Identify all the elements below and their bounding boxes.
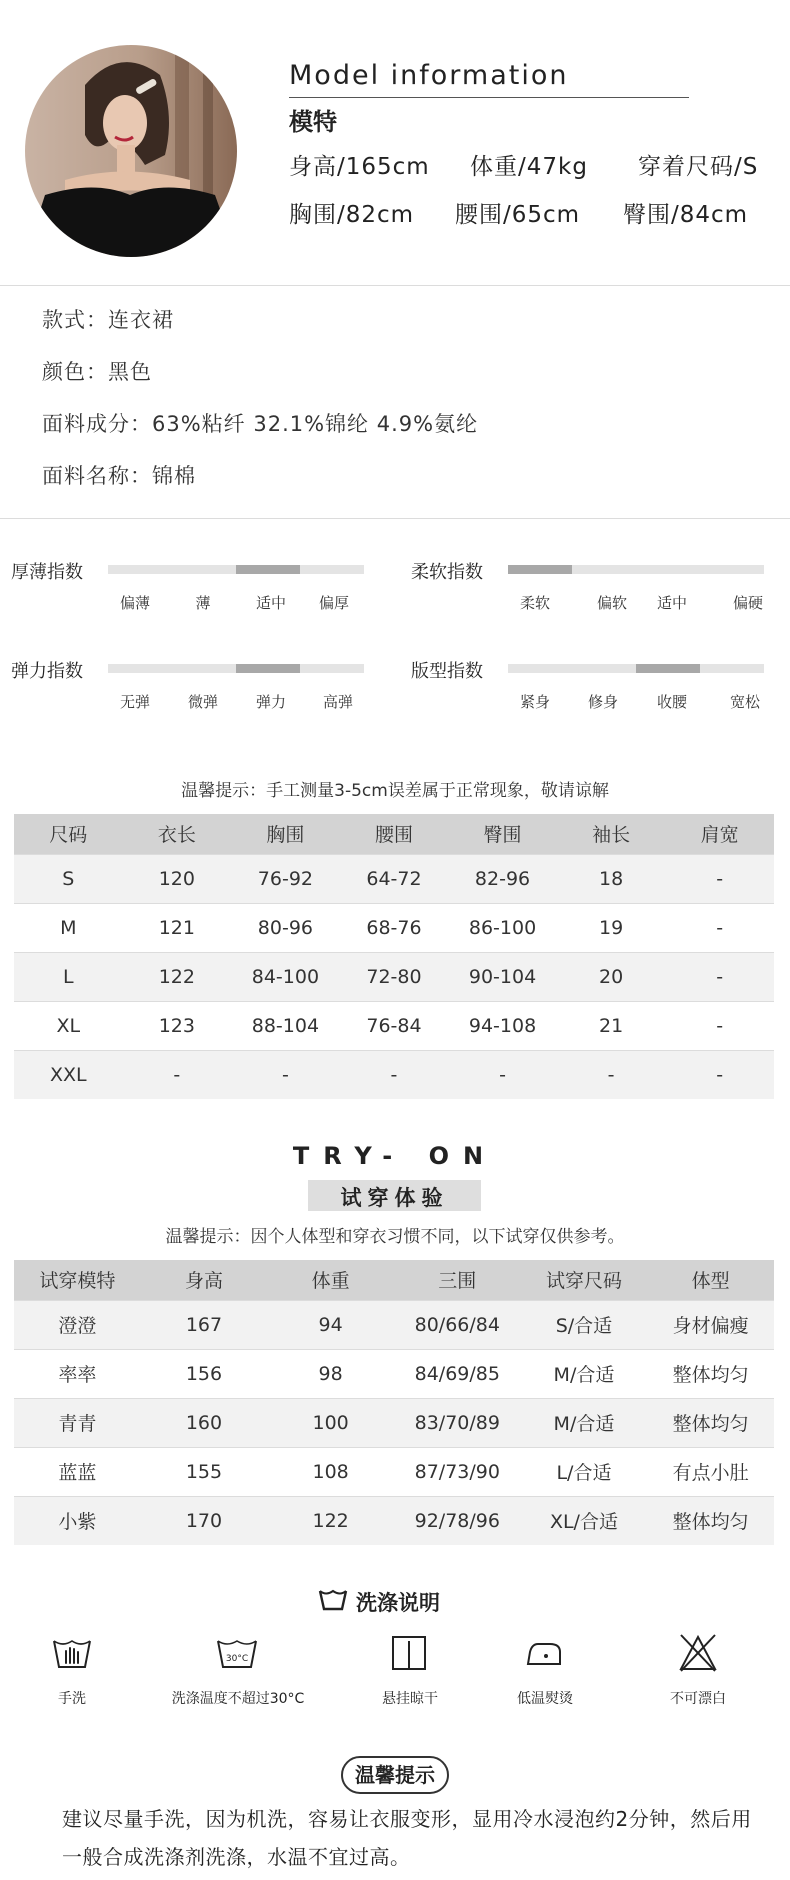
fit-option: 紧身	[519, 693, 551, 711]
model-weight: 体重/47kg	[470, 154, 588, 180]
table-cell: -	[665, 952, 774, 1001]
table-cell: 19	[557, 903, 666, 952]
model-waist: 腰围/65cm	[455, 202, 581, 228]
tryon-title-en: TRY- ON	[292, 1142, 498, 1170]
table-cell: 76-84	[340, 1001, 449, 1050]
table-cell: 167	[141, 1300, 268, 1349]
hang-dry-icon	[391, 1635, 427, 1671]
table-cell: 整体均匀	[647, 1496, 774, 1545]
table-row	[14, 1496, 774, 1545]
fit-option: 修身	[587, 693, 619, 711]
section-divider	[0, 285, 790, 286]
wash-30-label: 洗涤温度不超过30°C	[171, 1691, 305, 1707]
table-cell: 身材偏瘦	[647, 1300, 774, 1349]
tryon-note: 温馨提示：因个人体型和穿衣习惯不同，以下试穿仅供参考。	[165, 1227, 625, 1247]
table-cell: -	[448, 1050, 557, 1099]
tryon-table	[14, 1260, 774, 1545]
wash-30-icon	[216, 1635, 258, 1671]
table-cell: 108	[267, 1447, 394, 1496]
tip-text: 建议尽量手洗，因为机洗，容易让衣服变形，显用冷水浸泡约2分钟，然后用一般合成洗涤剂洗涤，水温不宜过高。	[62, 1807, 752, 1869]
thickness-option: 适中	[255, 594, 287, 612]
wash-30-icon-text: 30°C	[225, 1654, 249, 1664]
elasticity-option: 微弹	[187, 693, 219, 711]
table-cell: 青青	[14, 1398, 141, 1447]
table-row	[14, 1398, 774, 1447]
attr-fabric: 面料名称：锦棉	[42, 464, 196, 488]
table-cell: L	[14, 952, 123, 1001]
table-cell: 155	[141, 1447, 268, 1496]
table-cell: 84/69/85	[394, 1349, 521, 1398]
table-cell: 122	[267, 1496, 394, 1545]
table-cell: 20	[557, 952, 666, 1001]
size-table	[14, 814, 774, 1099]
table-cell: 160	[141, 1398, 268, 1447]
tryon-model-col-header: 试穿模特	[14, 1260, 141, 1300]
table-cell: 68-76	[340, 903, 449, 952]
table-cell: XXL	[14, 1050, 123, 1099]
table-row	[14, 903, 774, 952]
wash-basin-icon	[318, 1587, 348, 1613]
softness-index-selected	[508, 565, 572, 574]
table-cell: -	[665, 903, 774, 952]
table-cell: -	[123, 1050, 232, 1099]
elasticity-index-track	[108, 664, 364, 673]
section-divider	[0, 518, 790, 519]
elasticity-option: 高弹	[322, 693, 354, 711]
hip-col-header: 臀围	[448, 814, 557, 854]
table-cell: 82-96	[448, 854, 557, 903]
table-cell: 170	[141, 1496, 268, 1545]
waist-col-header: 腰围	[340, 814, 449, 854]
tryon-table-header	[14, 1260, 774, 1300]
table-cell: 92/78/96	[394, 1496, 521, 1545]
table-cell: 18	[557, 854, 666, 903]
table-cell: 76-92	[231, 854, 340, 903]
title-divider	[289, 97, 689, 98]
table-cell: 98	[267, 1349, 394, 1398]
table-row	[14, 952, 774, 1001]
table-cell: 83/70/89	[394, 1398, 521, 1447]
size-table-header	[14, 814, 774, 854]
sleeve-col-header: 袖长	[557, 814, 666, 854]
tryon-height-col-header: 身高	[141, 1260, 268, 1300]
elasticity-option: 弹力	[255, 693, 287, 711]
table-cell: XL/合适	[521, 1496, 648, 1545]
no-bleach-label: 不可漂白	[670, 1691, 726, 1707]
tip-title: 温馨提示	[341, 1756, 449, 1794]
table-cell: -	[665, 1001, 774, 1050]
table-cell: 100	[267, 1398, 394, 1447]
model-size-worn: 穿着尺码/S	[638, 154, 759, 180]
softness-option: 适中	[656, 594, 688, 612]
table-cell: 94-108	[448, 1001, 557, 1050]
table-row	[14, 1050, 774, 1099]
table-cell: 72-80	[340, 952, 449, 1001]
table-cell: M	[14, 903, 123, 952]
table-cell: -	[557, 1050, 666, 1099]
model-info-title: Model information	[289, 60, 569, 91]
attr-composition: 面料成分：63%粘纤 32.1%锦纶 4.9%氨纶	[42, 412, 479, 436]
table-cell: 120	[123, 854, 232, 903]
table-cell: 率率	[14, 1349, 141, 1398]
table-cell: 21	[557, 1001, 666, 1050]
table-cell: 整体均匀	[647, 1398, 774, 1447]
model-bust: 胸围/82cm	[289, 202, 415, 228]
fit-index-label: 版型指数	[411, 661, 483, 682]
table-cell: 156	[141, 1349, 268, 1398]
softness-index-track	[508, 565, 764, 574]
fit-index-selected	[636, 664, 700, 673]
hand-wash-label: 手洗	[58, 1691, 86, 1707]
attr-style: 款式：连衣裙	[42, 308, 174, 332]
table-cell: M/合适	[521, 1349, 648, 1398]
hang-dry-label: 悬挂晾干	[382, 1691, 438, 1707]
bust-col-header: 胸围	[231, 814, 340, 854]
table-cell: L/合适	[521, 1447, 648, 1496]
shoulder-col-header: 肩宽	[665, 814, 774, 854]
table-cell: 86-100	[448, 903, 557, 952]
fit-index-track	[508, 664, 764, 673]
table-cell: XL	[14, 1001, 123, 1050]
attr-color: 颜色：黑色	[42, 360, 152, 384]
thickness-index-label: 厚薄指数	[11, 562, 83, 583]
table-cell: -	[665, 1050, 774, 1099]
elasticity-index-selected	[236, 664, 300, 673]
thickness-index-track	[108, 565, 364, 574]
table-cell: -	[231, 1050, 340, 1099]
table-cell: 小紫	[14, 1496, 141, 1545]
tryon-body-type-col-header: 体型	[647, 1260, 774, 1300]
table-row	[14, 854, 774, 903]
thickness-option: 偏薄	[119, 594, 151, 612]
table-cell: -	[665, 854, 774, 903]
table-cell: 94	[267, 1300, 394, 1349]
model-photo	[25, 45, 237, 257]
softness-option: 偏软	[596, 594, 628, 612]
softness-option: 柔软	[519, 594, 551, 612]
iron-low-label: 低温熨烫	[517, 1691, 573, 1707]
table-cell: 122	[123, 952, 232, 1001]
elasticity-option: 无弹	[119, 693, 151, 711]
no-bleach-icon	[677, 1633, 719, 1673]
table-cell: 澄澄	[14, 1300, 141, 1349]
table-cell: 整体均匀	[647, 1349, 774, 1398]
fit-option: 收腰	[656, 693, 688, 711]
model-info-title-cn: 模特	[289, 108, 337, 136]
hand-wash-icon	[52, 1635, 92, 1671]
table-cell: 88-104	[231, 1001, 340, 1050]
table-cell: 80/66/84	[394, 1300, 521, 1349]
table-cell: 123	[123, 1001, 232, 1050]
thickness-index-selected	[236, 565, 300, 574]
table-cell: M/合适	[521, 1398, 648, 1447]
table-cell: 87/73/90	[394, 1447, 521, 1496]
size-table-note: 温馨提示：手工测量3-5cm误差属于正常现象，敬请谅解	[181, 781, 609, 801]
tryon-title-cn: 试穿体验	[340, 1186, 449, 1210]
size-col-header: 尺码	[14, 814, 123, 854]
table-row	[14, 1001, 774, 1050]
table-cell: 80-96	[231, 903, 340, 952]
table-cell: 84-100	[231, 952, 340, 1001]
tryon-measurements-col-header: 三围	[394, 1260, 521, 1300]
table-cell: -	[340, 1050, 449, 1099]
thickness-option: 薄	[195, 594, 211, 612]
table-cell: 121	[123, 903, 232, 952]
model-info-section	[0, 0, 790, 285]
iron-low-icon	[524, 1638, 564, 1668]
table-row	[14, 1349, 774, 1398]
fit-option: 宽松	[729, 693, 761, 711]
table-row	[14, 1300, 774, 1349]
table-row	[14, 1447, 774, 1496]
table-cell: S/合适	[521, 1300, 648, 1349]
tryon-size-col-header: 试穿尺码	[521, 1260, 648, 1300]
table-cell: 90-104	[448, 952, 557, 1001]
length-col-header: 衣长	[123, 814, 232, 854]
table-cell: 蓝蓝	[14, 1447, 141, 1496]
washing-title: 洗涤说明	[356, 1591, 440, 1615]
thickness-option: 偏厚	[318, 594, 350, 612]
softness-option: 偏硬	[732, 594, 764, 612]
table-cell: 有点小肚	[647, 1447, 774, 1496]
table-cell: S	[14, 854, 123, 903]
elasticity-index-label: 弹力指数	[11, 661, 83, 682]
model-hip: 臀围/84cm	[623, 202, 749, 228]
tryon-weight-col-header: 体重	[267, 1260, 394, 1300]
table-cell: 64-72	[340, 854, 449, 903]
softness-index-label: 柔软指数	[411, 562, 483, 583]
model-height: 身高/165cm	[289, 154, 430, 180]
